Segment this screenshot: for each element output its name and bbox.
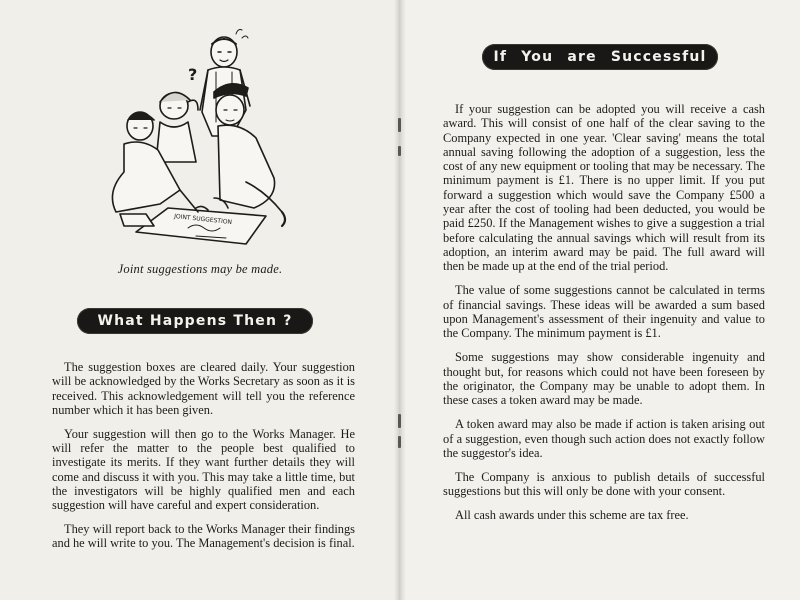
page-gutter (394, 0, 406, 600)
left-paragraph: Your suggestion will then go to the Works Manager. He will refer the matter to the people best qualified to investigate its merits. If they want further details they will come and discuss it with you. This may take a little time, but the investigators will be highly qualified men and each suggestion will have careful and expert consideration. (52, 426, 355, 513)
right-paragraph: A token award may also be made if action is taken arising out of a suggestion, even though such action does not exactly follow the suggestor's idea. (443, 417, 765, 460)
if-you-are-successful-heading: If You are Successful (482, 44, 718, 70)
right-paragraph: The value of some suggestions cannot be calculated in terms of financial savings. These ideas will be awarded a sum based upon Management's assessment of their ingenuity and value to the Company. The minimum payment is £1. (443, 283, 765, 341)
right-paragraph: All cash awards under this scheme are tax free. (455, 508, 689, 523)
left-body-text (52, 360, 355, 560)
staple-mark (398, 118, 401, 132)
left-paragraph: The suggestion boxes are cleared daily. Your suggestion will be acknowledged by the Works Secretary as soon as it is received. This acknowledgement will tell you the reference number which it has been given. (52, 360, 355, 417)
right-body-text (443, 102, 765, 533)
joint-suggestion-cartoon-icon (96, 22, 296, 254)
left-paragraph: They will report back to the Works Manager their findings and he will write to you. The Management's decision is final. (52, 521, 355, 551)
right-paragraph: If your suggestion can be adopted you will receive a cash award. This will consist of one half of the clear saving to the Company expected in one year. 'Clear saving' means the total annual saving following the adoption of a suggestion, less the cost of any new equipment or tooling that may be necessary. The minimum payment is £1. There is no upper limit. If you put forward a suggestion which would save the Company £500 a year after the cost of tooling had been deducted, you would be paid £250. If the Management wishes to give a suggestion a trial before calculating the annual savings which will result from its adoption, an interim award may be paid. The full award will then be made up at the end of the trial period. (443, 102, 765, 274)
question-mark: ? (188, 65, 198, 84)
staple-mark (398, 146, 401, 156)
paper-label: JOINT SUGGESTION (173, 213, 233, 227)
staple-mark (398, 436, 401, 448)
what-happens-heading: What Happens Then ? (77, 308, 313, 334)
right-paragraph: The Company is anxious to publish details of successful suggestions but this will only be done with your consent. (443, 470, 765, 499)
illustration-caption: Joint suggestions may be made. (117, 262, 283, 276)
right-page (400, 0, 800, 600)
staple-mark (398, 414, 401, 428)
right-paragraph: Some suggestions may show considerable ingenuity and thought but, for reasons which could not have been foreseen by the originator, the Company may be unable to adopt them. In these cases a token award may be made. (443, 350, 765, 408)
